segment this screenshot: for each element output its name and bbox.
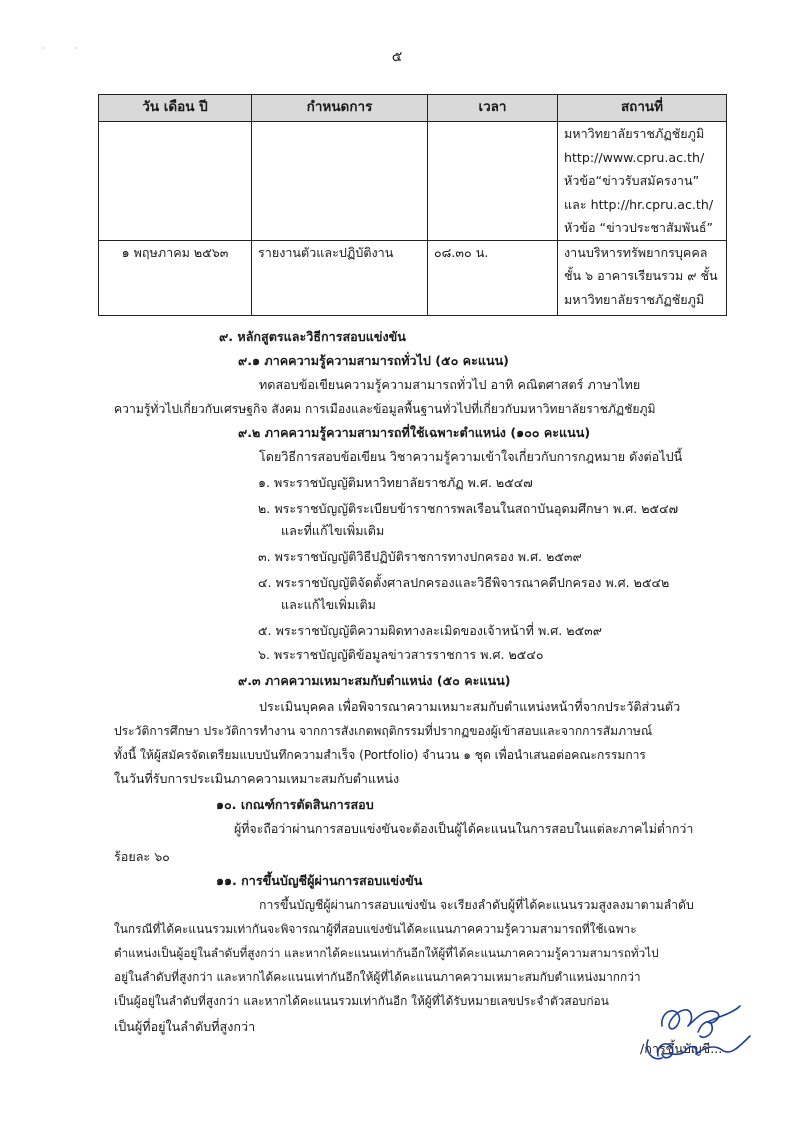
continuation-note: /การขึ้นบัญชี... [640, 1041, 723, 1056]
scan-marks: · · [42, 44, 92, 53]
cell-time: ๐๘.๓๐ น. [428, 240, 558, 315]
header-place: สถานที่ [558, 95, 727, 122]
section-9-3-text: ทั้งนี้ ให้ผู้สมัครจัดเตรียมแบบบันทึกความสำเร็จ (Portfolio) จำนวน ๑ ชุด เพื่อนำเสนอต่อคณะกรรมการ [114, 748, 646, 762]
section-9-2-title: ๙.๒ ภาคความรู้ความสามารถที่ใช้เฉพาะตำแหน่ง (๑๐๐ คะแนน) [238, 425, 591, 440]
cell-date: ๑ พฤษภาคม ๒๕๖๓ [99, 240, 252, 315]
law-item-4-cont: และแก้ไขเพิ่มเติม [281, 597, 376, 612]
law-item-5: ๕. พระราชบัญญัติความผิดทางละเมิดของเจ้าหน้าที่ พ.ศ. ๒๕๓๙ [258, 623, 602, 638]
section-9-3-text: ประเมินบุคคล เพื่อพิจารณาความเหมาะสมกับตำแหน่งหน้าที่จากประวัติส่วนตัว [259, 699, 681, 714]
cell-place [558, 240, 727, 315]
place-line: งานบริหารทรัพยากรบุคคล [564, 244, 708, 260]
place-line: ชั้น ๖ อาคารเรียนรวม ๙ ชั้น [564, 268, 718, 283]
law-item-6: ๖. พระราชบัญญัติข้อมูลข่าวสารราชการ พ.ศ. ๒๕๔๐ [258, 647, 544, 662]
table-row [99, 240, 727, 315]
cell-time [428, 122, 558, 241]
section-11-text: เป็นผู้ที่อยู่ในลำดับที่สูงกว่า [114, 1019, 256, 1034]
section-10-text: ร้อยละ ๖๐ [114, 849, 170, 864]
law-item-2-cont: และที่แก้ไขเพิ่มเติม [281, 523, 385, 538]
law-item-4: ๔. พระราชบัญญัติจัดตั้งศาลปกครองและวิธีพิจารณาคดีปกครอง พ.ศ. ๒๕๔๒ [258, 575, 670, 590]
cell-agenda: รายงานตัวและปฏิบัติงาน [252, 240, 428, 315]
place-line: หัวข้อ “ข่าวประชาสัมพันธ์” [564, 220, 714, 235]
place-url[interactable]: และ http://hr.cpru.ac.th/ [564, 196, 714, 212]
place-line: มหาวิทยาลัยราชภัฏชัยภูมิ [564, 291, 705, 307]
section-11-text: ในกรณีที่ได้คะแนนรวมเท่ากันจะพิจารณาผู้ที่สอบแข่งขันได้คะแนนภาคความรู้ความสามารถที่ใช้เฉพาะ [114, 922, 637, 936]
section-11-text: อยู่ในลำดับที่สูงกว่า และหากได้คะแนนเท่ากันอีกให้ผู้ที่ได้คะแนนภาคความเหมาะสมกับตำแหน่งมากกว่า [114, 970, 641, 984]
header-agenda: กำหนดการ [252, 95, 428, 122]
section-9-3-text: ในวันที่รับการประเมินภาคความเหมาะสมกับตำแหน่ง [114, 771, 400, 786]
place-line: มหาวิทยาลัยราชภัฏชัยภูมิ [564, 126, 705, 141]
place-line: หัวข้อ“ข่าวรับสมัครงาน” [564, 173, 700, 188]
cell-agenda [252, 122, 428, 241]
section-11-text: ตำแหน่งเป็นผู้อยู่ในลำดับที่สูงกว่า และหากได้คะแนนเท่ากันอีกให้ผู้ที่ได้คะแนนภาคความรู้ความสามารถทั่วไป [114, 946, 659, 960]
place-url[interactable]: http://www.cpru.ac.th/ [564, 149, 705, 165]
law-item-3: ๓. พระราชบัญญัติวิธีปฏิบัติราชการทางปกครอง พ.ศ. ๒๕๓๙ [258, 549, 582, 564]
law-item-2: ๒. พระราชบัญญัติระเบียบข้าราชการพลเรือนในสถาบันอุดมศึกษา พ.ศ. ๒๕๔๗ [258, 501, 679, 516]
handwritten-signature-icon [600, 996, 780, 1076]
header-time: เวลา [428, 95, 558, 122]
header-date: วัน เดือน ปี [99, 95, 252, 122]
table-row [99, 122, 727, 241]
section-9-3-text: ประวัติการศึกษา ประวัติการทำงาน จากการสังเกตพฤติกรรมที่ปรากฏของผู้เข้าสอบและจากการสัมภาษณ์ [114, 724, 653, 738]
section-9-3-title: ๙.๓ ภาคความเหมาะสมกับตำแหน่ง (๕๐ คะแนน) [238, 673, 511, 688]
schedule-table [98, 94, 727, 316]
section-9-title: ๙. หลักสูตรและวิธีการสอบแข่งขัน [219, 329, 406, 344]
section-10-title: ๑๐. เกณฑ์การตัดสินการสอบ [216, 797, 374, 812]
section-9-1-text: ความรู้ทั่วไปเกี่ยวกับเศรษฐกิจ สังคม การเมืองและข้อมูลพื้นฐานทั่วไปที่เกี่ยวกับมหาวิทยาลัยราชภัฏชัยภูมิ [114, 402, 656, 416]
cell-date [99, 122, 252, 241]
section-11-text: การขึ้นบัญชีผู้ผ่านการสอบแข่งขัน จะเรียงลำดับผู้ที่ได้คะแนนรวมสูงลงมาตามลำดับ [259, 898, 694, 912]
section-9-1-title: ๙.๑ ภาคความรู้ความสามารถทั่วไป (๕๐ คะแนน) [238, 353, 509, 368]
page-number: ๕ [391, 49, 403, 65]
section-11-title: ๑๑. การขึ้นบัญชีผู้ผ่านการสอบแข่งขัน [216, 873, 423, 888]
table-header-row [99, 95, 727, 122]
section-9-2-intro: โดยวิธีการสอบข้อเขียน วิชาความรู้ความเข้าใจเกี่ยวกับการกฎหมาย ดังต่อไปนี้ [259, 449, 683, 464]
section-9-1-text: ทดสอบข้อเขียนความรู้ความสามารถทั่วไป อาทิ คณิตศาสตร์ ภาษาไทย [259, 377, 641, 392]
law-item-1: ๑. พระราชบัญญัติมหาวิทยาลัยราชภัฏ พ.ศ. ๒๕๔๗ [258, 475, 533, 490]
section-10-text: ผู้ที่จะถือว่าผ่านการสอบแข่งขันจะต้องเป็นผู้ได้คะแนนในการสอบในแต่ละภาคไม่ต่ำกว่า [234, 821, 694, 836]
section-11-text: เป็นผู้อยู่ในลำดับที่สูงกว่า และหากได้คะแนนรวมเท่ากันอีก ให้ผู้ที่ได้รับหมายเลขประจำตัวสอบก่อน [114, 994, 609, 1008]
cell-place [558, 122, 727, 241]
